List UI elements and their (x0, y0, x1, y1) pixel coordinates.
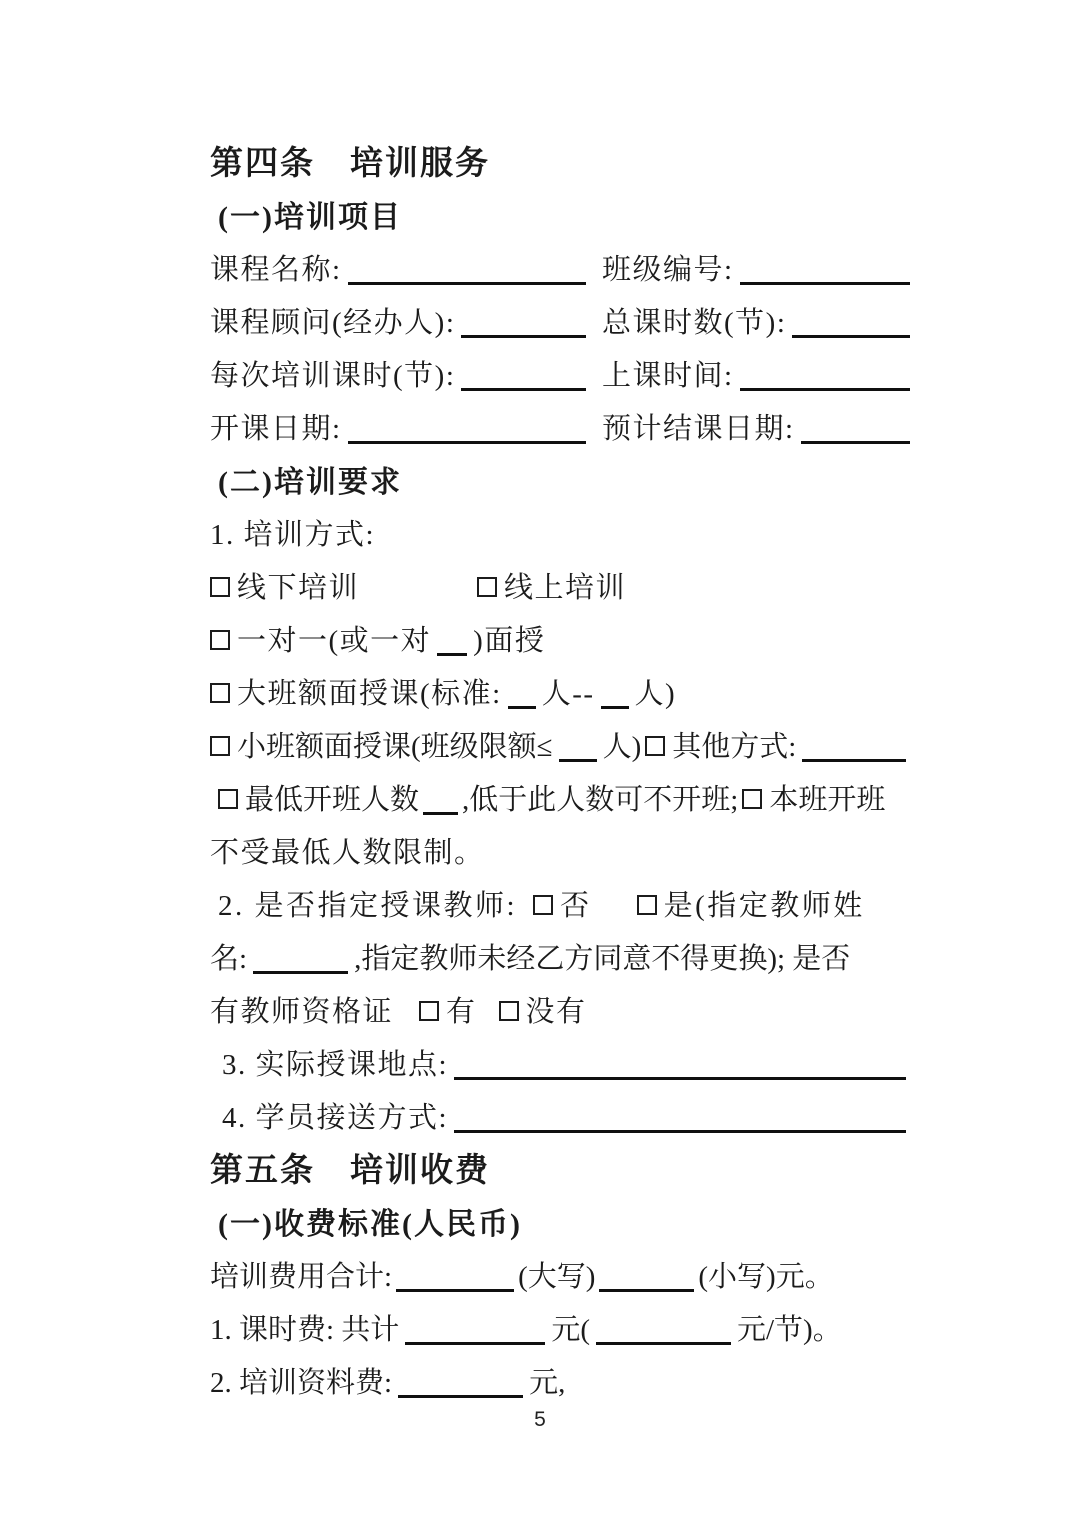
fee-total-blank-daxie (396, 1289, 514, 1292)
teacher-question-row (210, 880, 912, 933)
teacher-question-label: 2. 是否指定授课教师: (218, 890, 518, 922)
article4-heading: 第四条 培训服务 (210, 146, 490, 182)
fee-total-label: 培训费用合计: (210, 1261, 393, 1293)
fee-daxie-label: (大写) (518, 1261, 596, 1293)
checkbox-large-class (210, 683, 230, 703)
per-session-blank (461, 388, 586, 391)
method-options-row3 (210, 668, 912, 721)
min-students-label-b: ,低于此人数可不开班; (462, 784, 739, 816)
method-options-row1 (210, 562, 912, 615)
end-date-group (602, 403, 912, 456)
small-class-label-a: 小班额面授课(班级限额≤ (237, 731, 553, 763)
section1-heading-row (210, 191, 912, 244)
method-options-row2 (210, 615, 912, 668)
checkbox-teacher-yes (637, 895, 657, 915)
total-periods-group (602, 297, 912, 350)
hourly-fee-row (210, 1304, 912, 1357)
article5-heading: 第五条 培训收费 (210, 1153, 490, 1189)
total-periods-blank (792, 335, 910, 338)
checkbox-one-on-one (210, 630, 230, 650)
fee-total-blank-xiaoxie (599, 1289, 694, 1292)
consultant-label: 课程顾问(经办人): (210, 307, 456, 339)
checkbox-cert-none (499, 1001, 519, 1021)
checkbox-other-method (645, 736, 665, 756)
article4-heading-row (210, 138, 912, 191)
pickup-row (210, 1092, 912, 1145)
class-time-group (602, 350, 912, 403)
fee-xiaoxie-label: (小写)元。 (698, 1261, 834, 1293)
location-row (210, 1039, 912, 1092)
checkbox-no-min-limit (742, 789, 762, 809)
one-on-one-label-a: 一对一(或一对 (237, 625, 432, 657)
form-row-dates (210, 403, 912, 456)
fee-total-row (210, 1251, 912, 1304)
class-no-group (602, 244, 912, 297)
checkbox-offline-training (210, 577, 230, 597)
hourly-fee-total-blank (405, 1342, 545, 1345)
teacher-name-label: 名: (210, 943, 248, 975)
offline-training-label: 线下培训 (237, 572, 360, 604)
end-date-label: 预计结课日期: (602, 413, 795, 445)
checkbox-min-students (218, 789, 238, 809)
checkbox-small-class (210, 736, 230, 756)
checkbox-online-training (477, 577, 497, 597)
no-min-limit-label-b: 不受最低人数限制。 (210, 837, 485, 869)
one-on-one-blank (437, 653, 467, 656)
total-periods-label: 总课时数(节): (602, 307, 787, 339)
teacher-yes-label: 是(指定教师姓 (663, 890, 865, 922)
course-name-group (210, 244, 602, 297)
checkbox-cert-have (419, 1001, 439, 1021)
min-students-row (210, 774, 912, 827)
pickup-label: 4. 学员接送方式: (222, 1102, 449, 1134)
section5-heading-row (210, 1198, 912, 1251)
course-name-label: 课程名称: (210, 254, 342, 286)
page-number: 5 (534, 1408, 546, 1431)
material-fee-end-label: 元, (529, 1367, 566, 1399)
material-fee-label: 2. 培训资料费: (210, 1367, 393, 1399)
section2-heading: (二)培训要求 (218, 466, 402, 499)
hourly-fee-end-label: 元/节)。 (736, 1314, 842, 1346)
large-class-blank-min (508, 706, 536, 709)
training-method-row (210, 509, 912, 562)
teacher-cert-row (210, 986, 912, 1039)
material-fee-blank (398, 1395, 523, 1398)
teacher-no-label: 否 (560, 890, 592, 922)
no-min-limit-row2 (210, 827, 912, 880)
per-session-group (210, 350, 602, 403)
large-class-label-b: 人-- (541, 678, 595, 710)
hourly-fee-rate-blank (596, 1342, 731, 1345)
fee-standard-heading: (一)收费标准(人民币) (218, 1208, 522, 1241)
large-class-label-a: 大班额面授课(标准: (237, 678, 502, 710)
small-class-blank (559, 759, 597, 762)
online-training-label: 线上培训 (504, 572, 627, 604)
location-label: 3. 实际授课地点: (222, 1049, 449, 1081)
per-session-label: 每次培训课时(节): (210, 360, 456, 392)
other-method-label: 其他方式: (672, 731, 797, 763)
form-row-consultant (210, 297, 912, 350)
class-time-label: 上课时间: (602, 360, 734, 392)
teacher-name-blank (253, 971, 348, 974)
consultant-blank (461, 335, 586, 338)
end-date-blank (801, 441, 910, 444)
checkbox-teacher-no (533, 895, 553, 915)
hourly-fee-mid-label: 元( (551, 1314, 590, 1346)
class-no-label: 班级编号: (602, 254, 734, 286)
small-class-label-b: 人) (602, 731, 642, 763)
consultant-group (210, 297, 602, 350)
section2-heading-row (210, 456, 912, 509)
start-date-group (210, 403, 602, 456)
cert-none-label: 没有 (525, 996, 587, 1028)
teacher-rest-label: ,指定教师未经乙方同意不得更换); 是否 (354, 943, 851, 975)
large-class-label-c: 人) (634, 678, 677, 710)
article5-heading-row (210, 1145, 912, 1198)
training-method-label: 1. 培训方式: (210, 519, 376, 551)
cert-have-label: 有 (446, 996, 477, 1028)
large-class-blank-max (601, 706, 629, 709)
other-method-blank (802, 759, 906, 762)
hourly-fee-label: 1. 课时费: 共计 (210, 1314, 400, 1346)
method-options-row4 (210, 721, 912, 774)
teacher-cert-label: 有教师资格证 (210, 996, 394, 1028)
location-blank (454, 1077, 906, 1080)
section1-heading: (一)培训项目 (218, 201, 402, 234)
one-on-one-label-b: )面授 (473, 625, 546, 657)
material-fee-row (210, 1357, 912, 1410)
no-min-limit-label-a: 本班开班 (769, 784, 886, 816)
course-name-blank (348, 282, 586, 285)
teacher-name-row (210, 933, 912, 986)
start-date-blank (348, 441, 586, 444)
class-time-blank (740, 388, 910, 391)
form-row-session (210, 350, 912, 403)
min-students-label-a: 最低开班人数 (245, 784, 420, 816)
start-date-label: 开课日期: (210, 413, 342, 445)
class-no-blank (740, 282, 910, 285)
min-students-blank (423, 812, 458, 815)
form-row-course-name (210, 244, 912, 297)
pickup-blank (454, 1130, 906, 1133)
